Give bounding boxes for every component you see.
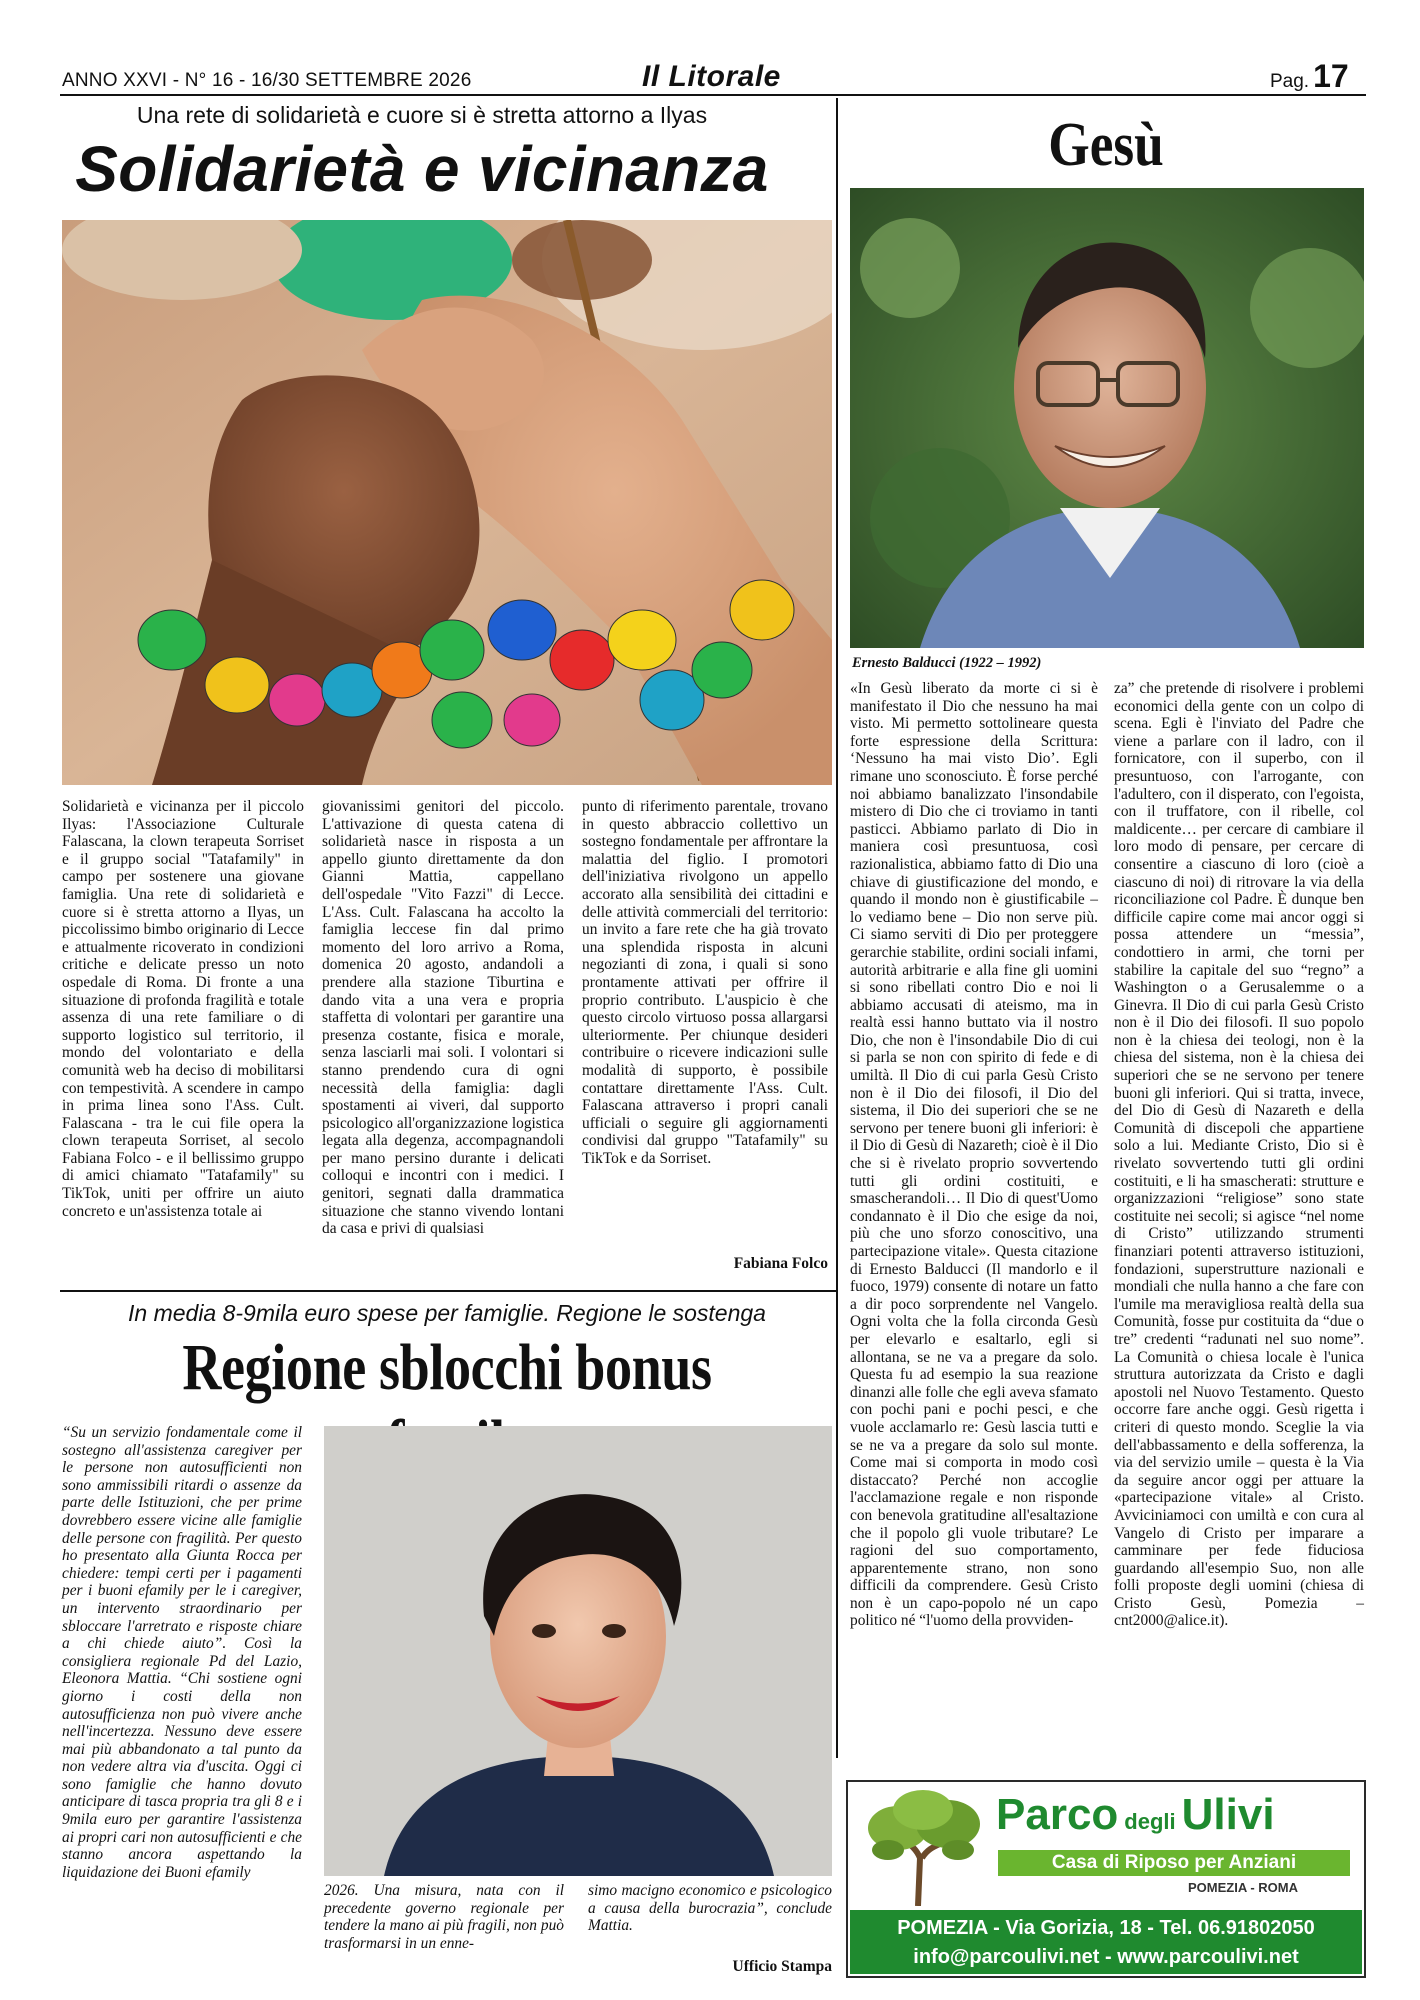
ad-title-part3: Ulivi <box>1181 1790 1275 1839</box>
ad-address: POMEZIA - Via Gorizia, 18 - Tel. 06.91802050 <box>897 1917 1315 1939</box>
article2-col3: simo macigno economico e psicologico a causa della burocrazia”, conclude Mattia. <box>588 1882 832 1935</box>
ad-title-part1: Parco <box>996 1790 1119 1839</box>
page-label: Pag. <box>1270 71 1310 92</box>
advertisement-parco-degli-ulivi[interactable] <box>846 1780 1366 1978</box>
article3-caption: Ernesto Balducci (1922 – 1992) <box>852 655 1042 671</box>
ad-title <box>996 1790 1275 1840</box>
column-rule <box>836 98 838 1758</box>
article2-col1: “Su un servizio fondamentale come il sostegno all'assistenza caregiver per le persone non autosufficienti non sono ammissibili ritardi o assenze da parte delle Istituzioni, che per prime dovrebbero essere vicine alle famiglie delle persone con fragilità. Per questo ho presentato alla Giunta Rocca per chiedere: tempi certi per i pagamenti per i buoni efamily per le i caregiver, un intervento straordinario per sbloccare l'arretrato e risposte chiare a chi chiede aiuto”. Così la consigliera regionale Pd del Lazio, Eleonora Mattia. “Chi sostiene ogni giorno i costi della non autosufficienza non può vivere anche nell'incertezza. Nessuno deve essere mai più abbandonato a tal punto da non vedere altra via d'uscita. Oggi ci sono famiglie che hanno dovuto anticipare di tasca propria tra gli 8 e i 9mila euro per garantire l'assistenza ai propri cari non autosufficienti e che stanno ancora aspettando la liquidazione dei Buoni efamily <box>62 1424 302 1881</box>
article1-kicker: Una rete di solidarietà e cuore si è stretta attorno a Ilyas <box>136 102 708 128</box>
article-separator <box>60 1290 836 1292</box>
article2-col2: 2026. Una misura, nata con il precedente governo regionale per tendere la mano ai più fragili, non può trasformarsi in un enne- <box>324 1882 564 1952</box>
olive-tree-logo-icon <box>858 1788 988 1906</box>
bracelet-photo <box>62 220 832 785</box>
ad-subtitle: Casa di Riposo per Anziani <box>998 1850 1350 1876</box>
article1-signature: Fabiana Folco <box>733 1255 828 1272</box>
masthead: Il Litorale <box>642 60 781 93</box>
article2-signature: Ufficio Stampa <box>732 1958 832 1975</box>
ad-contact-band <box>850 1910 1362 1974</box>
article1-col1: Solidarietà e vicinanza per il piccolo Ilyas: l'Associazione Culturale Falascana, la clown terapeuta Sorriset e il gruppo social "Tatafamily" in campo per sostenere una giovane famiglia. Una rete di solidarietà e cuore si è stretta attorno a Ilyas, un piccolissimo bimbo originario di Lecce e attualmente ricoverato in condizioni critiche e delicate presso un noto ospedale di Roma. Di fronte a una situazione di profonda fragilità e totale assenza di una rete familiare o di supporto logistico sul territorio, il mondo del volontariato e della comunità web ha deciso di mobilitarsi con tempestività. A scendere in campo in prima linea sono l'Ass. Cult. Falascana - tra le cui file opera la clown terapeuta Sorriset, al secolo Fabiana Folco - e il bellissimo gruppo di amici chiamato "Tatafamily" su TikTok, uniti per offrire un aiuto concreto e un'assistenza totale ai <box>62 798 304 1220</box>
ad-web[interactable]: info@parcoulivi.net - www.parcoulivi.net <box>913 1946 1299 1968</box>
header-rule <box>60 94 1366 96</box>
article3-col1: «In Gesù liberato da morte ci si è manifestato il Dio che nessuno ha mai visto. Mi permetto sottolineare questa forte espressione della Scrittura: ‘Nessuno ha mai visto Dio’. Egli rimane uno sconosciuto. È forse perché noi abbiamo banalizzato l'insondabile mistero di Dio che ci troviamo in tanti pasticci. Abbiamo parlato di Dio in maniera così presuntuosa, così razionalistica, abbiamo fatto di Dio una chiave di giustificazione del mondo, e quando il mondo non è giustificabile – lo vediamo bene – Dio non serve più. Ci siamo serviti di Dio per proteggere gerarchie stabilite, ordini sociali infami, autorità arbitrarie e alla fine gli uomini si sono ribellati contro Dio e noi li abbiamo accusati di ateismo, ma in realtà essi hanno buttato via il nostro Dio, che non è l'insondabile Dio di cui si parla se non con spirito di fede e di umiltà. Il Dio di cui parla Gesù Cristo non è il Dio dei filosofi, il Dio del sistema, il Dio dei superiori che se ne servono per tenere buoni gli inferiori: è il Dio di Gesù di Nazareth; cioè è il Dio che si è rivelato proprio sovvertendo tutti gli ordini costituiti, e smascherandoli… Il Dio di quest'Uomo condannato è il Dio che esige da noi, più che uno sforzo conoscitivo, una partecipazione vitale». Questa citazione di Ernesto Balducci (Il mandorlo e il fuoco, 1979) consente di notare un fatto a dir poco sorprendente nel Vangelo. Ogni volta che la folla circonda Gesù per elevarlo e esaltarlo, egli si allontana, se ne va a pregare da solo. Questa fu ad esempio la sua reazione dinanzi alle folle che egli aveva sfamato con pochi pani e pochi pesci, e che vuole acclamarlo re: Gesù lascia tutti e se ne va a pregare da solo sul monte. Come mai si comporta in modo così distaccato? Perché non accoglie l'acclamazione regale e non risponde con benevola gratitudine all'esaltazione che il popolo gli vuole tributare? Le ragioni del suo comportamento, apparentemente strano, non sono difficili da comprendere. Gesù Cristo non è un capo-popolo né un capo politico né “l'uomo della provviden- <box>850 680 1098 1630</box>
page-number: 17 <box>1313 58 1349 94</box>
ad-location: POMEZIA - ROMA <box>1188 1880 1299 1895</box>
article1-col2: giovanissimi genitori del piccolo. L'attivazione di questa catena di solidarietà nasce in risposta a un appello giunto direttamente da don Gianni Mattia, cappellano dell'ospedale "Vito Fazzi" di Lecce. L'Ass. Cult. Falascana ha accolto la famiglia leccese fin dal primo momento del loro arrivo a Roma, domenica 20 agosto, andandoli a prendere alla stazione Tiburtina e dando vita a una vera e propria staffetta di volontari per garantire una presenza costante, fisica e morale, senza lasciarli mai soli. I volontari si stanno prendendo cura di ogni necessità della famiglia: dagli spostamenti ai viveri, dal supporto psicologico all'organizzazione logistica legata alla degenza, accompagnandoli per mano persino durante i delicati colloqui e incontri con i medici. I genitori, segnati dalla drammatica situazione che stanno vivendo lontani da casa e privi di qualsiasi <box>322 798 564 1238</box>
portrait-photo-balducci <box>850 188 1364 648</box>
article1-col3: punto di riferimento parentale, trovano in questo abbraccio collettivo un sostegno fondamentale per affrontare la malattia del figlio. I promotori dell'iniziativa rivolgono un appello accorato alla sensibilità dei cittadini e delle attività commerciali del territorio: un invito a fare rete che ha già trovato una splendida risposta in alcuni negozianti di zona, i quali si sono prontamente attivati per offrire il proprio contributo. L'auspicio è che questo circolo virtuoso possa allargarsi ulteriormente. Per chiunque desideri contribuire o ricevere indicazioni sulle modalità di supporto, è possibile contattare direttamente l'Ass. Cult. Falascana attraverso i propri canali ufficiali o seguire gli aggiornamenti condivisi dal gruppo "Tatafamily" su TikTok e da Sorriset. <box>582 798 828 1167</box>
article3-title: Gesù <box>1048 111 1164 179</box>
article2-title: Regione sblocchi bonus <box>182 1331 712 1404</box>
issue-info: ANNO XXVI - N° 16 - 16/30 SETTEMBRE 2026 <box>62 70 472 91</box>
portrait-photo-mattia <box>324 1426 832 1876</box>
page-number-block <box>1270 58 1349 95</box>
article1-title: Solidarietà e vicinanza <box>75 133 769 205</box>
article2-kicker: In media 8-9mila euro spese per famiglie. Regione le sostenga <box>128 1300 766 1326</box>
ad-title-part2: degli <box>1124 1809 1176 1834</box>
article3-col2: za” che pretende di risolvere i problemi economici della gente con un colpo di scena. Egli è l'inviato del Padre che viene a parlare con il ladro, con il fornicatore, con il superbo, con il presuntuoso, con l'arrogante, con l'adultero, con il disperato, con l'egoista, con il truffatore, con il ribelle, col maldicente… per cercare di cambiare il loro modo di pensare, per cercare di consentire a ciascuno di loro (cioè a ciascuno di noi) di ritrovare la via della riconciliazione col Padre. È dunque ben difficile capire come mai ancor oggi si possa attendere un “messia”, condottiero in armi, che torni per stabilire la capitale del suo “regno” a Washington o a Gerusalemme o a Ginevra. Il Dio di cui parla Gesù Cristo non è il Dio dei filosofi. Il suo popolo non è la chiesa dei teologi, non è la chiesa del sistema, non è la chiesa dei superiori che se ne servono per tenere buoni gli inferiori. Qui si tratta, invece, del Dio di Gesù di Nazareth e della Comunità di discepoli che appartiene solo a lui. Mediante Cristo, Dio si è rivelato sovvertendo tutti gli ordini costituiti, e li ha smascherati: strutture e organizzazioni “religiose” sono state costituite nei secoli; si agisce “nel nome di Cristo” utilizzando strumenti finanziari potenti attraverso istituzioni, fondazioni, superstrutture nazionali e mondiali che nulla hanno a che fare con l'umile ma meravigliosa realtà della sua Comunità, fosse pur costituita da “due o tre” credenti “radunati nel suo nome”. La Comunità o chiesa locale è l'unica struttura autorizzata da Cristo e dagli apostoli nel Nuovo Testamento. Questo occorre fare anche oggi. Gesù rigetta i criteri di questo mondo. Sceglie la via dell'abbassamento e della sofferenza, la via del servizio umile – questa è la Via da seguire ancor oggi per attuare la «partecipazione vitale» al Cristo. Avviciniamoci con umiltà e con cura al Vangelo di Cristo per imparare a camminare per fede fiduciosa guardando all'esempio Suo, non alle folli proposte degli uomini (chiesa di Cristo Gesù, Pomezia – cnt2000@alice.it). <box>1114 680 1364 1630</box>
